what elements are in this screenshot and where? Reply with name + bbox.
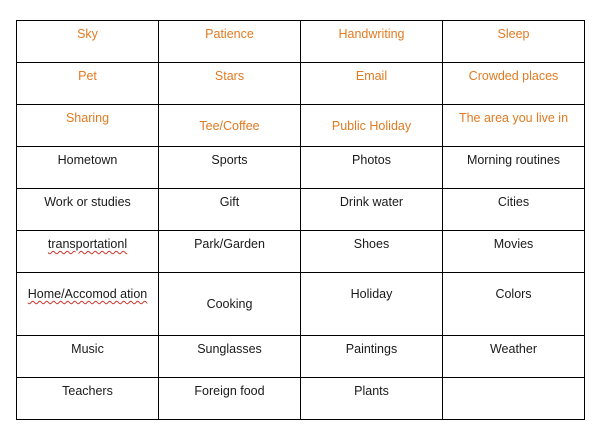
table-cell-handwriting: Handwriting [301, 21, 443, 63]
table-row [17, 63, 585, 105]
table-cell-sky: Sky [17, 21, 159, 63]
table-cell-park-garden: Park/Garden [159, 231, 301, 273]
table-cell-tee-coffee: Tee/Coffee [159, 105, 301, 147]
table-cell-hometown: Hometown [17, 147, 159, 189]
table-cell-work-or-studies: Work or studies [17, 189, 159, 231]
table-cell-paintings: Paintings [301, 336, 443, 378]
table-cell-pet: Pet [17, 63, 159, 105]
table-cell-gift: Gift [159, 189, 301, 231]
table-cell-public-holiday: Public Holiday [301, 105, 443, 147]
table-cell-home-accommodation [17, 273, 159, 336]
table-cell-plants: Plants [301, 378, 443, 420]
table-cell-email: Email [301, 63, 443, 105]
table-cell-photos: Photos [301, 147, 443, 189]
table-cell-sunglasses: Sunglasses [159, 336, 301, 378]
table-cell-crowded-places: Crowded places [443, 63, 585, 105]
table-cell-movies: Movies [443, 231, 585, 273]
table-cell-empty [443, 378, 585, 420]
table-cell-transportation [17, 231, 159, 273]
table-row [17, 231, 585, 273]
table-cell-weather: Weather [443, 336, 585, 378]
misspelled-word: transportationl [47, 237, 128, 251]
table-row [17, 105, 585, 147]
table-cell-drink-water: Drink water [301, 189, 443, 231]
table-cell-shoes: Shoes [301, 231, 443, 273]
table-cell-music: Music [17, 336, 159, 378]
table-cell-colors: Colors [443, 273, 585, 336]
table-cell-area-you-live-in: The area you live in [443, 105, 585, 147]
table-row [17, 147, 585, 189]
table-cell-holiday: Holiday [301, 273, 443, 336]
table-cell-morning-routines: Morning routines [443, 147, 585, 189]
table-cell-stars: Stars [159, 63, 301, 105]
topics-table [16, 20, 585, 420]
table-cell-sleep: Sleep [443, 21, 585, 63]
table-cell-foreign-food: Foreign food [159, 378, 301, 420]
table-cell-teachers: Teachers [17, 378, 159, 420]
table-cell-cities: Cities [443, 189, 585, 231]
misspelled-word: Home/Accomod ation [27, 287, 148, 301]
table-row [17, 21, 585, 63]
table-cell-sports: Sports [159, 147, 301, 189]
table-cell-sharing: Sharing [17, 105, 159, 147]
table-row [17, 273, 585, 336]
table-row [17, 378, 585, 420]
table-cell-patience: Patience [159, 21, 301, 63]
table-row [17, 189, 585, 231]
table-row [17, 336, 585, 378]
table-cell-cooking: Cooking [159, 273, 301, 336]
